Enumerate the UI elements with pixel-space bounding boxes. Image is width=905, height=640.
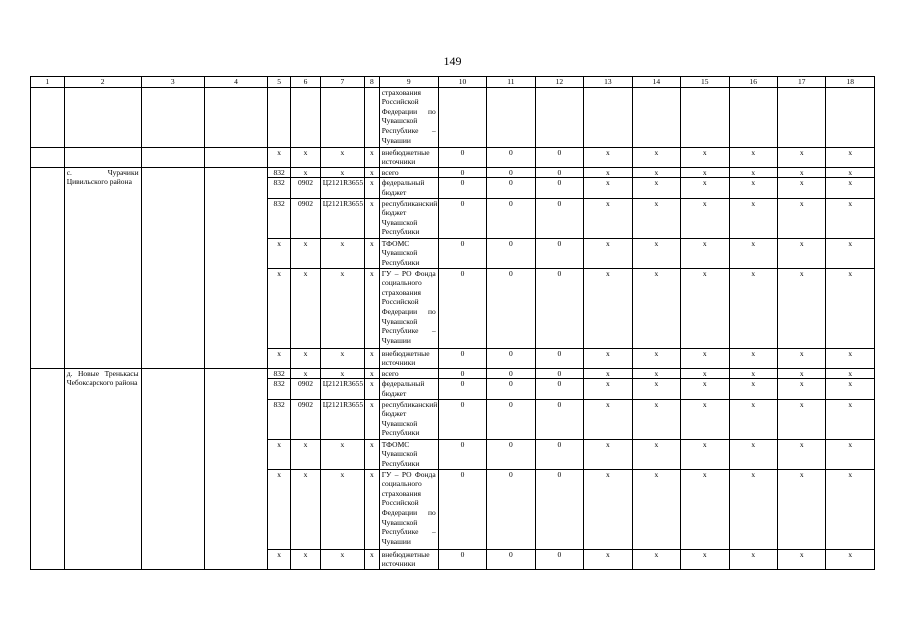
value-col10: 0	[438, 549, 486, 569]
value-col17: x	[778, 198, 826, 238]
value-col18: x	[826, 167, 875, 178]
value-col18: x	[826, 238, 875, 268]
funding-source-cell: ГУ – РО Фонда социального страхования Российской Федерации по Чувашской Республике – Чувашии	[379, 268, 438, 348]
value-col13: x	[584, 399, 632, 439]
column-header-18: 18	[826, 77, 875, 88]
target-article-cell: Ц2121R3655	[320, 198, 364, 238]
settlement-cell: д. Новые Тренькасы Чебоксарского района	[64, 368, 141, 569]
admin-code-cell: 832	[268, 198, 291, 238]
admin-code-cell: x	[268, 439, 291, 469]
value-col16: x	[729, 238, 777, 268]
value-col11: 0	[487, 439, 535, 469]
value-col18: x	[826, 469, 875, 549]
cell-col4	[204, 87, 267, 147]
value-col17: x	[778, 147, 826, 167]
value-col11: 0	[487, 147, 535, 167]
value-col12: 0	[535, 178, 583, 198]
value-col17: x	[778, 379, 826, 399]
value-col14: x	[632, 379, 680, 399]
value-col13: x	[584, 147, 632, 167]
expense-type-cell: x	[364, 238, 379, 268]
settlement-cell	[64, 87, 141, 147]
funding-source-cell: федеральный бюджет	[379, 379, 438, 399]
value-col18: x	[826, 198, 875, 238]
value-col15	[681, 87, 729, 147]
section-code-cell: x	[291, 549, 321, 569]
value-col12: 0	[535, 238, 583, 268]
value-col15: x	[681, 147, 729, 167]
target-article-cell: x	[320, 147, 364, 167]
settlement-cell	[64, 147, 141, 167]
target-article-cell: x	[320, 368, 364, 379]
value-col17: x	[778, 469, 826, 549]
funding-source-cell: внебюджетные источники	[379, 147, 438, 167]
section-code-cell: x	[291, 167, 321, 178]
admin-code-cell: x	[268, 268, 291, 348]
value-col16: x	[729, 178, 777, 198]
value-col15: x	[681, 379, 729, 399]
value-col13: x	[584, 379, 632, 399]
value-col18: x	[826, 549, 875, 569]
table-row	[31, 87, 875, 147]
value-col10: 0	[438, 368, 486, 379]
value-col12: 0	[535, 348, 583, 368]
value-col10: 0	[438, 147, 486, 167]
admin-code-cell: 832	[268, 167, 291, 178]
value-col11: 0	[487, 178, 535, 198]
target-article-cell: x	[320, 439, 364, 469]
funding-source-cell: ТФОМС Чувашской Республики	[379, 238, 438, 268]
column-header-5: 5	[268, 77, 291, 88]
admin-code-cell: x	[268, 348, 291, 368]
column-header-1: 1	[31, 77, 65, 88]
value-col15: x	[681, 167, 729, 178]
value-col15: x	[681, 368, 729, 379]
value-col10: 0	[438, 238, 486, 268]
section-code-cell: 0902	[291, 379, 321, 399]
section-code-cell: x	[291, 469, 321, 549]
value-col11: 0	[487, 198, 535, 238]
value-col14: x	[632, 147, 680, 167]
value-col11: 0	[487, 379, 535, 399]
value-col16: x	[729, 167, 777, 178]
value-col13: x	[584, 268, 632, 348]
admin-code-cell: x	[268, 469, 291, 549]
page-number: 149	[443, 54, 462, 68]
value-col12: 0	[535, 198, 583, 238]
value-col11: 0	[487, 268, 535, 348]
section-code-cell: x	[291, 348, 321, 368]
value-col17: x	[778, 167, 826, 178]
value-col16: x	[729, 439, 777, 469]
admin-code-cell: x	[268, 238, 291, 268]
value-col16: x	[729, 268, 777, 348]
value-col15: x	[681, 469, 729, 549]
target-article-cell	[320, 87, 364, 147]
value-col11: 0	[487, 549, 535, 569]
value-col17: x	[778, 439, 826, 469]
funding-source-cell: всего	[379, 167, 438, 178]
value-col10: 0	[438, 167, 486, 178]
column-header-9: 9	[379, 77, 438, 88]
value-col11	[487, 87, 535, 147]
section-code-cell: 0902	[291, 198, 321, 238]
expense-type-cell: x	[364, 399, 379, 439]
value-col16: x	[729, 368, 777, 379]
value-col14: x	[632, 439, 680, 469]
value-col13: x	[584, 469, 632, 549]
cell-col1	[31, 167, 65, 368]
admin-code-cell: 832	[268, 399, 291, 439]
cell-col1	[31, 368, 65, 569]
column-header-3: 3	[141, 77, 204, 88]
expense-type-cell: x	[364, 167, 379, 178]
column-header-14: 14	[632, 77, 680, 88]
funding-source-cell: республиканский бюджет Чувашской Республики	[379, 198, 438, 238]
value-col15: x	[681, 348, 729, 368]
value-col10: 0	[438, 469, 486, 549]
table-body	[31, 87, 875, 569]
value-col17: x	[778, 348, 826, 368]
value-col13: x	[584, 549, 632, 569]
value-col15: x	[681, 198, 729, 238]
value-col10: 0	[438, 348, 486, 368]
column-header-2: 2	[64, 77, 141, 88]
column-header-8: 8	[364, 77, 379, 88]
value-col17: x	[778, 238, 826, 268]
column-header-7: 7	[320, 77, 364, 88]
value-col14: x	[632, 399, 680, 439]
value-col12	[535, 87, 583, 147]
value-col16: x	[729, 147, 777, 167]
column-header-13: 13	[584, 77, 632, 88]
cell-col4	[204, 147, 267, 167]
value-col18	[826, 87, 875, 147]
funding-source-cell: федеральный бюджет	[379, 178, 438, 198]
value-col17: x	[778, 268, 826, 348]
value-col12: 0	[535, 439, 583, 469]
value-col17: x	[778, 368, 826, 379]
value-col18: x	[826, 268, 875, 348]
value-col14	[632, 87, 680, 147]
value-col17: x	[778, 399, 826, 439]
table-row	[31, 147, 875, 167]
value-col17	[778, 87, 826, 147]
admin-code-cell: x	[268, 147, 291, 167]
value-col12: 0	[535, 469, 583, 549]
section-code-cell: x	[291, 268, 321, 348]
admin-code-cell: 832	[268, 368, 291, 379]
target-article-cell: x	[320, 238, 364, 268]
value-col18: x	[826, 178, 875, 198]
value-col18: x	[826, 368, 875, 379]
target-article-cell: x	[320, 348, 364, 368]
value-col13	[584, 87, 632, 147]
value-col13: x	[584, 439, 632, 469]
value-col11: 0	[487, 167, 535, 178]
value-col10: 0	[438, 439, 486, 469]
value-col13: x	[584, 348, 632, 368]
admin-code-cell	[268, 87, 291, 147]
value-col14: x	[632, 348, 680, 368]
target-article-cell: Ц2121R3655	[320, 379, 364, 399]
value-col14: x	[632, 469, 680, 549]
value-col12: 0	[535, 368, 583, 379]
value-col14: x	[632, 549, 680, 569]
admin-code-cell: x	[268, 549, 291, 569]
cell-col4	[204, 368, 267, 569]
value-col18: x	[826, 348, 875, 368]
value-col12: 0	[535, 147, 583, 167]
expense-type-cell: x	[364, 549, 379, 569]
value-col14: x	[632, 167, 680, 178]
expense-type-cell: x	[364, 379, 379, 399]
value-col16: x	[729, 399, 777, 439]
expense-type-cell: x	[364, 348, 379, 368]
header-row	[31, 77, 875, 88]
funding-source-cell: ТФОМС Чувашской Республики	[379, 439, 438, 469]
value-col10: 0	[438, 178, 486, 198]
value-col13: x	[584, 238, 632, 268]
expense-type-cell: x	[364, 439, 379, 469]
expense-type-cell: x	[364, 147, 379, 167]
settlement-cell: с. Чурачики Цивильского района	[64, 167, 141, 368]
target-article-cell: x	[320, 268, 364, 348]
admin-code-cell: 832	[268, 178, 291, 198]
column-header-16: 16	[729, 77, 777, 88]
value-col16: x	[729, 348, 777, 368]
cell-col3	[141, 87, 204, 147]
target-article-cell: x	[320, 469, 364, 549]
target-article-cell: x	[320, 549, 364, 569]
cell-col3	[141, 368, 204, 569]
value-col14: x	[632, 368, 680, 379]
value-col12: 0	[535, 268, 583, 348]
target-article-cell: Ц2121R3655	[320, 399, 364, 439]
table-row	[31, 167, 875, 178]
value-col16: x	[729, 379, 777, 399]
cell-col4	[204, 167, 267, 368]
section-code-cell: 0902	[291, 399, 321, 439]
value-col18: x	[826, 399, 875, 439]
column-header-12: 12	[535, 77, 583, 88]
value-col16: x	[729, 469, 777, 549]
column-header-17: 17	[778, 77, 826, 88]
admin-code-cell: 832	[268, 379, 291, 399]
funding-source-cell: всего	[379, 368, 438, 379]
value-col10	[438, 87, 486, 147]
budget-table	[30, 76, 875, 570]
value-col15: x	[681, 399, 729, 439]
value-col13: x	[584, 167, 632, 178]
value-col15: x	[681, 439, 729, 469]
column-header-4: 4	[204, 77, 267, 88]
value-col12: 0	[535, 549, 583, 569]
expense-type-cell: x	[364, 368, 379, 379]
value-col11: 0	[487, 348, 535, 368]
value-col11: 0	[487, 399, 535, 439]
value-col17: x	[778, 178, 826, 198]
value-col16: x	[729, 549, 777, 569]
cell-col3	[141, 167, 204, 368]
cell-col1	[31, 87, 65, 147]
column-header-6: 6	[291, 77, 321, 88]
column-header-11: 11	[487, 77, 535, 88]
value-col13: x	[584, 178, 632, 198]
value-col16	[729, 87, 777, 147]
value-col11: 0	[487, 238, 535, 268]
value-col15: x	[681, 549, 729, 569]
value-col15: x	[681, 268, 729, 348]
value-col10: 0	[438, 268, 486, 348]
value-col12: 0	[535, 399, 583, 439]
value-col11: 0	[487, 469, 535, 549]
value-col15: x	[681, 238, 729, 268]
value-col13: x	[584, 198, 632, 238]
funding-source-cell: страхования Российской Федерации по Чувашской Республике – Чувашии	[379, 87, 438, 147]
target-article-cell: Ц2121R3655	[320, 178, 364, 198]
expense-type-cell: x	[364, 178, 379, 198]
value-col14: x	[632, 178, 680, 198]
expense-type-cell: x	[364, 268, 379, 348]
value-col16: x	[729, 198, 777, 238]
value-col17: x	[778, 549, 826, 569]
cell-col3	[141, 147, 204, 167]
section-code-cell: x	[291, 147, 321, 167]
section-code-cell: x	[291, 439, 321, 469]
funding-source-cell: внебюджетные источники	[379, 549, 438, 569]
value-col12: 0	[535, 379, 583, 399]
value-col14: x	[632, 238, 680, 268]
value-col14: x	[632, 198, 680, 238]
table-row	[31, 368, 875, 379]
value-col18: x	[826, 379, 875, 399]
section-code-cell: x	[291, 238, 321, 268]
section-code-cell: x	[291, 368, 321, 379]
value-col14: x	[632, 268, 680, 348]
target-article-cell: x	[320, 167, 364, 178]
value-col10: 0	[438, 379, 486, 399]
value-col10: 0	[438, 399, 486, 439]
value-col18: x	[826, 439, 875, 469]
cell-col1	[31, 147, 65, 167]
funding-source-cell: внебюджетные источники	[379, 348, 438, 368]
value-col18: x	[826, 147, 875, 167]
funding-source-cell: республиканский бюджет Чувашской Республики	[379, 399, 438, 439]
value-col11: 0	[487, 368, 535, 379]
funding-source-cell: ГУ – РО Фонда социального страхования Российской Федерации по Чувашской Республике – Чувашии	[379, 469, 438, 549]
expense-type-cell: x	[364, 469, 379, 549]
value-col15: x	[681, 178, 729, 198]
column-header-15: 15	[681, 77, 729, 88]
expense-type-cell	[364, 87, 379, 147]
value-col13: x	[584, 368, 632, 379]
value-col10: 0	[438, 198, 486, 238]
expense-type-cell: x	[364, 198, 379, 238]
column-header-10: 10	[438, 77, 486, 88]
section-code-cell: 0902	[291, 178, 321, 198]
section-code-cell	[291, 87, 321, 147]
value-col12: 0	[535, 167, 583, 178]
